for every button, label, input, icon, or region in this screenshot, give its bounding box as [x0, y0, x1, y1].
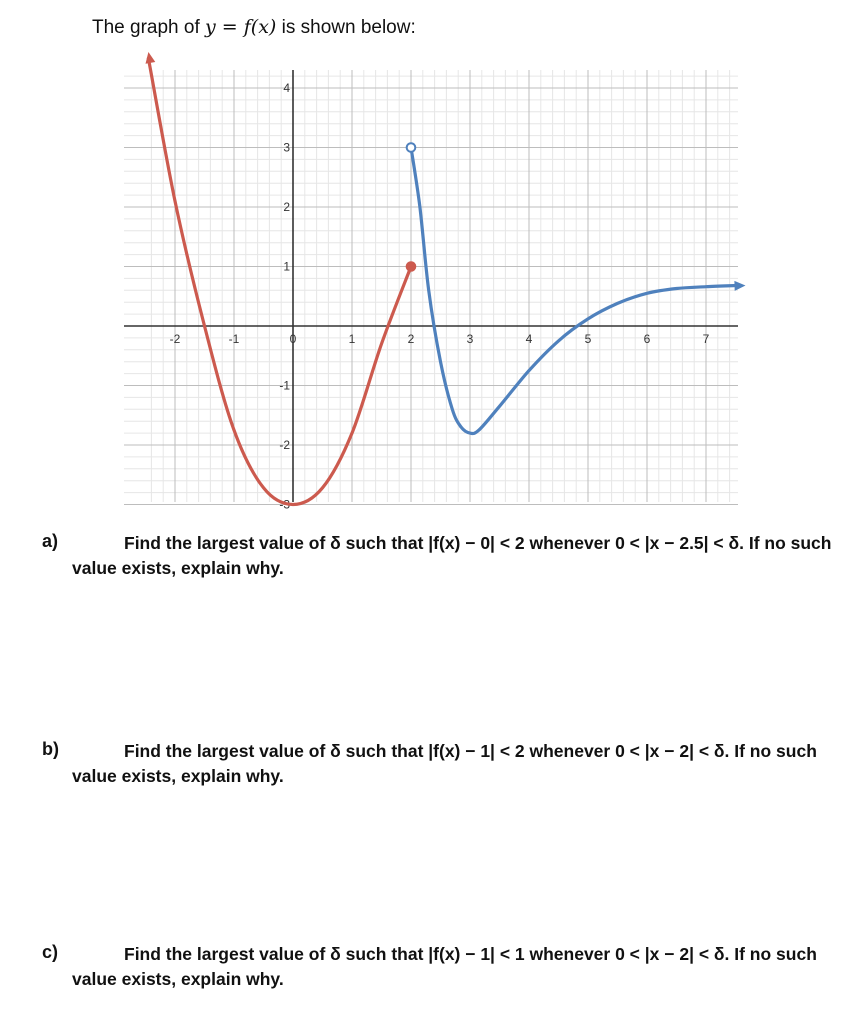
question-c-body: Find the largest value of δ such that |f(x) − 1| < 1 whenever 0 < |x − 2| < δ. If no such value exists, explain why. [72, 944, 817, 989]
arrow-left-end [146, 52, 156, 64]
y-tick-label: 2 [283, 200, 290, 214]
question-c-letter: c) [42, 942, 59, 962]
minor-gridlines [124, 70, 738, 505]
x-tick-label: 6 [643, 332, 651, 346]
x-tick-label: 0 [289, 332, 297, 346]
x-tick-label: 7 [702, 332, 710, 346]
question-a-letter: a) [42, 531, 59, 551]
y-tick-label: 1 [283, 259, 290, 274]
x-tick-label: 2 [407, 332, 415, 346]
x-tick-label: -1 [228, 332, 240, 346]
x-tick-label: 1 [348, 332, 356, 346]
x-tick-label: -2 [169, 332, 181, 346]
intro-prefix: The graph of [92, 17, 206, 38]
x-tick-label: 5 [584, 332, 592, 346]
question-a-text [72, 531, 832, 581]
x-tick-label: 3 [466, 332, 474, 346]
question-b-letter: b) [42, 739, 59, 759]
x-tick-label: 4 [525, 332, 533, 346]
tick-labels [170, 81, 710, 512]
question-c-text [72, 942, 832, 992]
arrow-right-end [734, 281, 745, 291]
question-b-text [72, 739, 832, 789]
y-tick-label: -1 [279, 378, 290, 393]
closed-endpoint [407, 262, 416, 271]
y-tick-label: -3 [279, 497, 290, 512]
intro-suffix: is shown below: [276, 17, 416, 38]
open-endpoint [407, 143, 416, 152]
y-tick-label: 4 [283, 81, 290, 95]
question-a-body: Find the largest value of δ such that |f(x) − 0| < 2 whenever 0 < |x − 2.5| < δ. If no such value exists, explain why. [72, 533, 832, 578]
intro-equation: y = f(x) [205, 16, 277, 38]
y-tick-label: 3 [283, 140, 290, 155]
y-tick-label: -2 [279, 438, 290, 452]
axes [124, 70, 738, 502]
question-b-body: Find the largest value of δ such that |f(x) − 1| < 2 whenever 0 < |x − 2| < δ. If no such value exists, explain why. [72, 741, 817, 786]
